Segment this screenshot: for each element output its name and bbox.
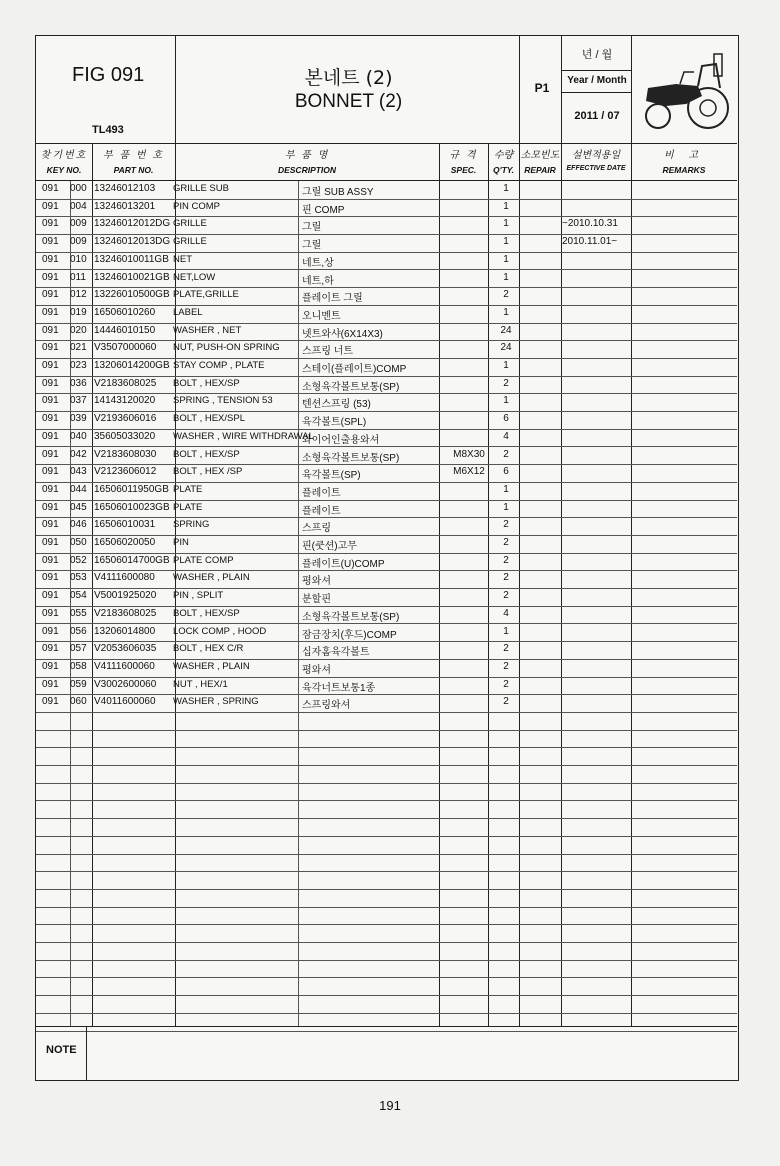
cell-k1: 091 bbox=[42, 395, 59, 407]
cell-k2: 036 bbox=[70, 377, 87, 389]
table-row bbox=[36, 801, 737, 820]
table-row bbox=[36, 606, 737, 625]
cell-desc-ko: 플레이트 bbox=[302, 487, 341, 499]
cell-part: 14143120020 bbox=[94, 395, 156, 407]
cell-part: V3507000060 bbox=[94, 342, 157, 354]
table-row bbox=[36, 978, 737, 997]
cell-k1: 091 bbox=[42, 200, 59, 212]
table-row bbox=[36, 942, 737, 961]
table-row bbox=[36, 960, 737, 979]
table-row bbox=[36, 836, 737, 855]
cell-qty: 2 bbox=[503, 572, 509, 584]
col-repair: 소모빈도 REPAIR bbox=[520, 150, 560, 175]
table-row bbox=[36, 871, 737, 890]
cell-k1: 091 bbox=[42, 537, 59, 548]
cell-part: V2123606012 bbox=[94, 466, 157, 478]
cell-part: 16506020050 bbox=[94, 537, 156, 548]
table-row bbox=[36, 358, 737, 377]
table-row bbox=[36, 730, 737, 749]
table-row bbox=[36, 854, 737, 873]
cell-k1: 091 bbox=[42, 306, 59, 318]
table-row bbox=[36, 712, 737, 731]
cell-desc-ko: 텐션스프링 (53) bbox=[302, 399, 371, 411]
cell-k1: 091 bbox=[42, 377, 59, 389]
cell-desc-en: PIN COMP bbox=[173, 200, 220, 212]
tractor-icon bbox=[636, 46, 736, 134]
cell-desc-en: GRILLE SUB bbox=[173, 183, 229, 194]
cell-part: V2183608030 bbox=[94, 448, 157, 460]
cell-qty: 24 bbox=[500, 324, 512, 336]
cell-part: 13246013201 bbox=[94, 200, 156, 212]
cell-k2: 009 bbox=[70, 236, 87, 248]
cell-k1: 091 bbox=[42, 342, 59, 354]
note-label: NOTE bbox=[46, 1044, 77, 1056]
cell-desc-ko: 스테이(플레이트)COMP bbox=[302, 364, 407, 375]
cell-desc-en: WASHER , PLAIN bbox=[173, 572, 250, 584]
cell-qty: 2 bbox=[503, 537, 509, 548]
cell-desc-ko: 오니멘트 bbox=[302, 310, 341, 322]
table-row bbox=[36, 181, 737, 200]
page-code: P1 bbox=[534, 81, 550, 95]
cell-k2: 023 bbox=[70, 360, 87, 371]
cell-desc-ko: 평와셔 bbox=[302, 664, 331, 676]
cell-desc-ko: 스프링와셔 bbox=[302, 700, 351, 712]
cell-desc-ko: 평와셔 bbox=[302, 576, 331, 588]
cell-k1: 091 bbox=[42, 430, 59, 442]
cell-desc-en: BOLT , HEX /SP bbox=[173, 466, 243, 478]
col-effective-date: 설변적용일 EFFECTIVE DATE bbox=[566, 150, 626, 172]
cell-k2: 037 bbox=[70, 395, 87, 407]
cell-k1: 091 bbox=[42, 360, 59, 371]
cell-qty: 2 bbox=[503, 519, 509, 531]
cell-k2: 055 bbox=[70, 607, 87, 619]
cell-desc-en: LOCK COMP , HOOD bbox=[173, 625, 267, 637]
cell-desc-ko: 십자홈육각볼트 bbox=[302, 647, 370, 659]
table-row bbox=[36, 270, 737, 289]
cell-part: 13246012013DG bbox=[94, 236, 171, 248]
cell-desc-en: GRILLE bbox=[173, 236, 207, 248]
cell-qty: 1 bbox=[503, 306, 509, 318]
cell-k1: 091 bbox=[42, 554, 59, 566]
cell-desc-ko: 플레이트 그릴 bbox=[302, 293, 363, 305]
cell-qty: 2 bbox=[503, 289, 509, 301]
cell-desc-en: STAY COMP , PLATE bbox=[173, 360, 265, 371]
page-number: 191 bbox=[379, 1098, 401, 1113]
issue-date: 2011 / 07 bbox=[574, 110, 620, 122]
table-row bbox=[36, 995, 737, 1014]
cell-desc-en: WASHER , NET bbox=[173, 324, 242, 336]
cell-qty: 24 bbox=[500, 342, 512, 354]
cell-desc-ko: 육각볼트(SP) bbox=[302, 470, 361, 482]
cell-k2: 050 bbox=[70, 537, 87, 548]
table-row bbox=[36, 464, 737, 483]
cell-part: V3002600060 bbox=[94, 678, 157, 690]
title-english: BONNET (2) bbox=[294, 91, 403, 112]
cell-part: 13246010011GB bbox=[94, 253, 169, 265]
cell-k1: 091 bbox=[42, 643, 59, 655]
cell-desc-ko: 그릴 bbox=[302, 240, 322, 252]
table-row bbox=[36, 659, 737, 678]
cell-desc-en: PLATE bbox=[173, 483, 203, 495]
table-row bbox=[36, 199, 737, 218]
note-section bbox=[36, 1026, 737, 1080]
cell-qty: 4 bbox=[503, 430, 509, 442]
cell-qty: 2 bbox=[503, 590, 509, 602]
table-row bbox=[36, 234, 737, 253]
cell-part: 13246012103 bbox=[94, 183, 156, 194]
cell-k1: 091 bbox=[42, 607, 59, 619]
cell-desc-ko: 네트,상 bbox=[302, 257, 334, 269]
cell-desc-en: PIN , SPLIT bbox=[173, 590, 224, 602]
cell-desc-en: BOLT , HEX/SP bbox=[173, 448, 240, 460]
cell-k1: 091 bbox=[42, 590, 59, 602]
table-row bbox=[36, 305, 737, 324]
year-month-english: Year / Month bbox=[567, 75, 627, 86]
cell-k2: 044 bbox=[70, 483, 87, 495]
cell-k2: 009 bbox=[70, 218, 87, 230]
cell-desc-ko: 네트,하 bbox=[302, 275, 334, 287]
cell-qty: 1 bbox=[503, 501, 509, 513]
cell-desc-en: WASHER , WIRE WITHDRAWAL bbox=[173, 430, 314, 442]
cell-qty: 1 bbox=[503, 625, 509, 637]
cell-desc-ko: 육각볼트(SPL) bbox=[302, 417, 367, 429]
cell-k2: 046 bbox=[70, 519, 87, 531]
cell-qty: 2 bbox=[503, 678, 509, 690]
cell-k1: 091 bbox=[42, 253, 59, 265]
table-row bbox=[36, 517, 737, 536]
cell-part: 16506010023GB bbox=[94, 501, 170, 513]
table-row bbox=[36, 553, 737, 572]
cell-spec: M8X30 bbox=[453, 448, 485, 460]
year-month-korean: 년 / 월 bbox=[581, 49, 613, 61]
table-row bbox=[36, 340, 737, 359]
cell-desc-en: WASHER , PLAIN bbox=[173, 660, 250, 672]
cell-desc-en: PLATE bbox=[173, 501, 203, 513]
cell-part: 16506010260 bbox=[94, 306, 156, 318]
cell-k2: 020 bbox=[70, 324, 87, 336]
cell-desc-en: GRILLE bbox=[173, 218, 207, 230]
cell-k1: 091 bbox=[42, 660, 59, 672]
cell-part: V2183608025 bbox=[94, 607, 157, 619]
table-row bbox=[36, 765, 737, 784]
cell-part: 13206014200GB bbox=[94, 360, 170, 371]
cell-desc-ko: 잠금장치(후드)COMP bbox=[302, 629, 397, 641]
cell-k1: 091 bbox=[42, 413, 59, 425]
table-row bbox=[36, 287, 737, 306]
cell-k1: 091 bbox=[42, 218, 59, 230]
table-row bbox=[36, 252, 737, 271]
table-row bbox=[36, 482, 737, 501]
cell-k2: 039 bbox=[70, 413, 87, 425]
cell-part: 13206014800 bbox=[94, 625, 156, 637]
cell-k1: 091 bbox=[42, 289, 59, 301]
cell-qty: 1 bbox=[503, 200, 509, 212]
cell-k2: 010 bbox=[70, 253, 87, 265]
cell-desc-en: PLATE,GRILLE bbox=[173, 289, 239, 301]
table-row bbox=[36, 783, 737, 802]
cell-qty: 2 bbox=[503, 660, 509, 672]
cell-desc-en: LABEL bbox=[173, 306, 203, 318]
cell-k2: 052 bbox=[70, 554, 87, 566]
table-row bbox=[36, 429, 737, 448]
cell-desc-en: BOLT , HEX/SP bbox=[173, 377, 240, 389]
cell-qty: 2 bbox=[503, 448, 509, 460]
table-row bbox=[36, 376, 737, 395]
cell-k1: 091 bbox=[42, 483, 59, 495]
table-row bbox=[36, 747, 737, 766]
cell-k1: 091 bbox=[42, 236, 59, 248]
cell-k2: 058 bbox=[70, 660, 87, 672]
table-row bbox=[36, 677, 737, 696]
table-row bbox=[36, 216, 737, 235]
cell-qty: 1 bbox=[503, 271, 509, 283]
cell-desc-ko: 와이어인출용와셔 bbox=[302, 434, 380, 446]
cell-desc-ko: 육각너트보통1종 bbox=[302, 682, 376, 694]
cell-k2: 040 bbox=[70, 430, 87, 442]
cell-qty: 1 bbox=[503, 236, 509, 248]
cell-desc-ko: 소형육각볼트보통(SP) bbox=[302, 381, 400, 393]
cell-desc-en: PIN bbox=[173, 537, 189, 548]
table-row bbox=[36, 393, 737, 412]
cell-desc-en: BOLT , HEX C/R bbox=[173, 643, 244, 655]
cell-desc-en: NET bbox=[173, 253, 192, 265]
cell-k2: 053 bbox=[70, 572, 87, 584]
cell-qty: 1 bbox=[503, 360, 509, 371]
sheet-header bbox=[36, 36, 737, 144]
model-code: TL493 bbox=[92, 124, 124, 136]
cell-eff: ~2010.10.31 bbox=[562, 218, 618, 230]
cell-part: 13226010500GB bbox=[94, 289, 170, 301]
cell-k1: 091 bbox=[42, 183, 59, 194]
cell-k1: 091 bbox=[42, 271, 59, 283]
cell-desc-en: BOLT , HEX/SP bbox=[173, 607, 240, 619]
table-row bbox=[36, 694, 737, 713]
cell-qty: 2 bbox=[503, 554, 509, 566]
table-row bbox=[36, 500, 737, 519]
table-row bbox=[36, 570, 737, 589]
cell-k2: 004 bbox=[70, 200, 87, 212]
cell-k2: 054 bbox=[70, 590, 87, 602]
cell-k2: 059 bbox=[70, 678, 87, 690]
cell-desc-ko: 플레이트(U)COMP bbox=[302, 558, 385, 570]
cell-eff: 2010.11.01~ bbox=[562, 236, 618, 248]
cell-k1: 091 bbox=[42, 625, 59, 637]
cell-k1: 091 bbox=[42, 572, 59, 584]
cell-k2: 011 bbox=[70, 271, 86, 283]
cell-qty: 2 bbox=[503, 696, 509, 708]
cell-spec: M6X12 bbox=[453, 466, 485, 478]
cell-part: 14446010150 bbox=[94, 324, 156, 336]
cell-k1: 091 bbox=[42, 466, 59, 478]
cell-qty: 1 bbox=[503, 218, 509, 230]
cell-desc-en: NUT , HEX/1 bbox=[173, 678, 228, 690]
cell-qty: 1 bbox=[503, 483, 509, 495]
cell-desc-en: WASHER , SPRING bbox=[173, 696, 259, 708]
cell-desc-ko: 핀 COMP bbox=[302, 204, 345, 216]
cell-k2: 045 bbox=[70, 501, 87, 513]
table-row bbox=[36, 411, 737, 430]
cell-desc-ko: 소형육각볼트보통(SP) bbox=[302, 611, 400, 623]
table-row bbox=[36, 535, 737, 554]
table-row bbox=[36, 907, 737, 926]
cell-k2: 019 bbox=[70, 306, 87, 318]
title-korean: 본네트 (2) bbox=[304, 67, 393, 89]
table-row bbox=[36, 447, 737, 466]
cell-part: V4111600080 bbox=[94, 572, 155, 584]
cell-part: 16506014700GB bbox=[94, 554, 170, 566]
cell-k1: 091 bbox=[42, 678, 59, 690]
cell-k2: 056 bbox=[70, 625, 87, 637]
cell-part: V2193606016 bbox=[94, 413, 157, 425]
fig-number: FIG 091 bbox=[72, 64, 145, 86]
table-row bbox=[36, 641, 737, 660]
cell-k2: 057 bbox=[70, 643, 87, 655]
cell-k2: 043 bbox=[70, 466, 87, 478]
col-description: 부 품 명 DESCRIPTION bbox=[277, 150, 337, 175]
cell-desc-ko: 핀(쿳션)고무 bbox=[302, 541, 357, 552]
table-row bbox=[36, 924, 737, 943]
table-row bbox=[36, 889, 737, 908]
cell-k1: 091 bbox=[42, 696, 59, 708]
cell-qty: 4 bbox=[503, 607, 509, 619]
cell-desc-ko: 소형육각볼트보통(SP) bbox=[302, 452, 400, 464]
cell-qty: 1 bbox=[503, 253, 509, 265]
cell-k1: 091 bbox=[42, 519, 59, 531]
cell-desc-ko: 플레이트 bbox=[302, 505, 341, 517]
col-qty: 수량 Q'TY. bbox=[492, 150, 515, 175]
cell-part: V5001925020 bbox=[94, 590, 157, 602]
table-row bbox=[36, 624, 737, 643]
cell-qty: 6 bbox=[503, 466, 509, 478]
cell-desc-ko: 스프링 너트 bbox=[302, 346, 354, 358]
cell-k1: 091 bbox=[42, 501, 59, 513]
cell-k2: 021 bbox=[70, 342, 87, 354]
cell-part: 16506011950GB bbox=[94, 483, 169, 495]
cell-qty: 1 bbox=[503, 183, 509, 194]
cell-part: 16506010031 bbox=[94, 519, 156, 531]
cell-k2: 000 bbox=[70, 183, 87, 194]
cell-desc-ko: 분할핀 bbox=[302, 594, 331, 606]
col-part: 부 품 번 호 PART NO. bbox=[103, 150, 164, 175]
cell-part: V4011600060 bbox=[94, 696, 156, 708]
cell-desc-en: NET,LOW bbox=[173, 271, 216, 283]
cell-k2: 012 bbox=[70, 289, 87, 301]
cell-desc-en: NUT, PUSH-ON SPRING bbox=[173, 342, 280, 354]
table-row bbox=[36, 818, 737, 837]
cell-part: 13246012012DG bbox=[94, 218, 171, 230]
table-row bbox=[36, 588, 737, 607]
cell-part: 35605033020 bbox=[94, 430, 156, 442]
cell-desc-en: SPRING , TENSION 53 bbox=[173, 395, 273, 407]
col-key: 찾기번호 KEY NO. bbox=[40, 150, 88, 175]
cell-desc-en: PLATE COMP bbox=[173, 554, 234, 566]
cell-k2: 060 bbox=[70, 696, 87, 708]
cell-desc-en: BOLT , HEX/SPL bbox=[173, 413, 245, 425]
cell-part: V2183608025 bbox=[94, 377, 157, 389]
cell-desc-ko: 스프링 bbox=[302, 523, 331, 535]
cell-part: V4111600060 bbox=[94, 660, 155, 672]
cell-part: 13246010021GB bbox=[94, 271, 170, 283]
cell-desc-ko: 넷트와샤(6X14X3) bbox=[302, 328, 383, 340]
cell-part: V2053606035 bbox=[94, 643, 157, 655]
cell-k2: 042 bbox=[70, 448, 87, 460]
cell-qty: 1 bbox=[503, 395, 509, 407]
col-spec: 규 격 SPEC. bbox=[449, 150, 478, 175]
cell-k1: 091 bbox=[42, 324, 59, 336]
cell-k1: 091 bbox=[42, 448, 59, 460]
cell-desc-en: SPRING bbox=[173, 519, 210, 531]
cell-qty: 6 bbox=[503, 413, 509, 425]
cell-qty: 2 bbox=[503, 377, 509, 389]
cell-qty: 2 bbox=[503, 643, 509, 655]
parts-sheet bbox=[35, 35, 739, 1081]
table-row bbox=[36, 323, 737, 342]
col-remarks: 비 고 REMARKS bbox=[662, 150, 706, 175]
cell-desc-ko: 그릴 SUB ASSY bbox=[302, 187, 374, 198]
cell-desc-ko: 그릴 bbox=[302, 222, 322, 234]
